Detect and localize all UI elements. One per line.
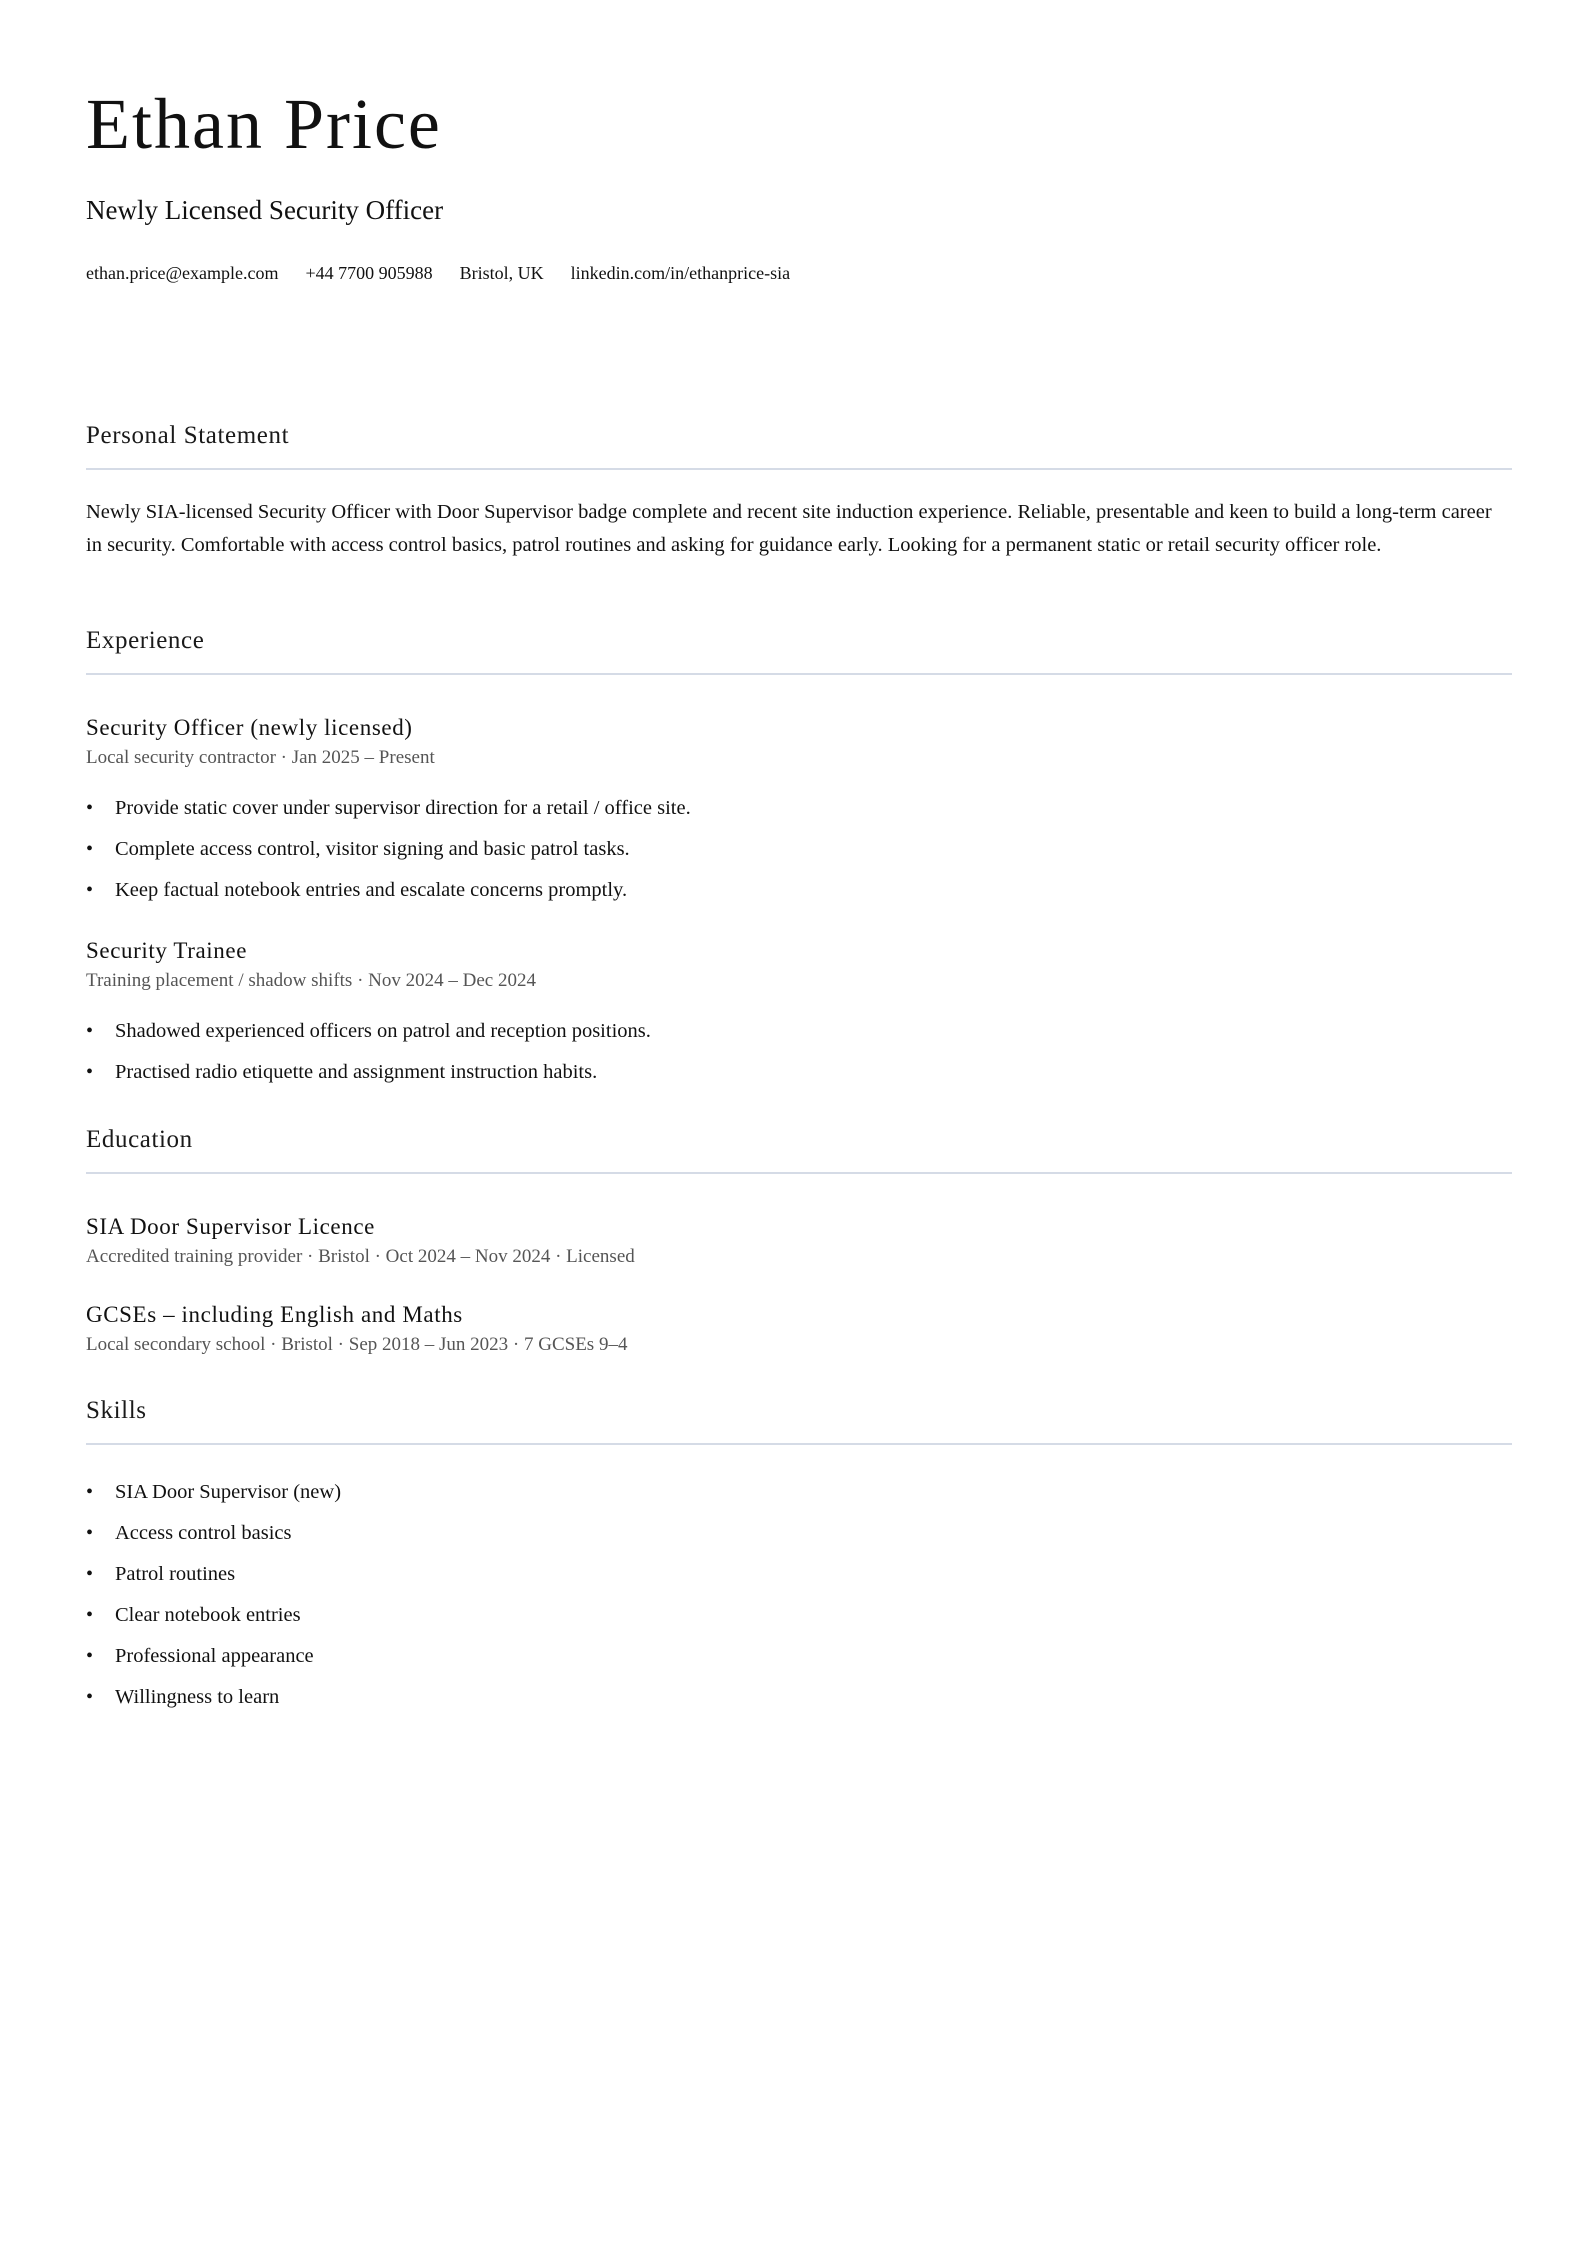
job-meta: Training placement / shadow shifts · Nov 2024 – Dec 2024 [86, 970, 536, 991]
list-item: • Complete access control, visitor signing and basic patrol tasks. [86, 829, 691, 870]
list-item: • Patrol routines [86, 1554, 341, 1595]
contact-email: ethan.price@example.com [86, 263, 279, 283]
section-title: Experience [86, 627, 205, 654]
education-entry [86, 1215, 635, 1266]
section-title: Education [86, 1126, 193, 1153]
job-meta: Local security contractor · Jan 2025 – Present [86, 747, 435, 768]
section-education [86, 1126, 1512, 1355]
section-divider [86, 468, 1512, 470]
contact-line [86, 264, 790, 282]
candidate-name: Ethan Price [86, 84, 442, 164]
section-experience [86, 627, 1512, 1083]
job-bullets [86, 788, 691, 911]
job-title: Security Trainee [86, 938, 247, 963]
section-personal-statement [86, 422, 1512, 556]
list-item: • Professional appearance [86, 1636, 341, 1677]
job-title: Security Officer (newly licensed) [86, 715, 413, 740]
list-item: • Willingness to learn [86, 1677, 341, 1718]
job-entry [86, 716, 691, 911]
list-item: • Practised radio etiquette and assignment instruction habits. [86, 1052, 651, 1093]
list-item: • Keep factual notebook entries and escalate concerns promptly. [86, 870, 691, 911]
statement-text: Newly SIA-licensed Security Officer with Door Supervisor badge complete and recent site induction experience. Reliable, presentable and keen to build a long-term career in security. Comfortable with access control basics, patrol routines and asking for guidance early. Looking for a permanent static or retail security officer role. [86, 501, 1492, 556]
list-item: • Shadowed experienced officers on patrol and reception positions. [86, 1011, 651, 1052]
education-entry [86, 1303, 627, 1354]
list-item: • Provide static cover under supervisor direction for a retail / office site. [86, 788, 691, 829]
list-item: • Access control basics [86, 1513, 341, 1554]
section-divider [86, 673, 1512, 675]
skills-list [86, 1472, 341, 1718]
section-divider [86, 1443, 1512, 1445]
job-bullets [86, 1011, 651, 1093]
contact-phone: +44 7700 905988 [305, 263, 433, 283]
section-divider [86, 1172, 1512, 1174]
contact-location: Bristol, UK [459, 263, 544, 283]
candidate-tagline: Newly Licensed Security Officer [86, 195, 444, 225]
section-skills [86, 1397, 1512, 1708]
education-title: GCSEs – including English and Maths [86, 1302, 463, 1327]
list-item: • SIA Door Supervisor (new) [86, 1472, 341, 1513]
education-meta: Accredited training provider · Bristol · Oct 2024 – Nov 2024 · Licensed [86, 1246, 635, 1267]
education-title: SIA Door Supervisor Licence [86, 1214, 375, 1239]
list-item: • Clear notebook entries [86, 1595, 341, 1636]
job-entry [86, 939, 651, 1093]
section-title: Personal Statement [86, 422, 290, 449]
education-meta: Local secondary school · Bristol · Sep 2018 – Jun 2023 · 7 GCSEs 9–4 [86, 1334, 628, 1355]
section-title: Skills [86, 1397, 147, 1424]
contact-linkedin: linkedin.com/in/ethanprice-sia [570, 263, 791, 283]
